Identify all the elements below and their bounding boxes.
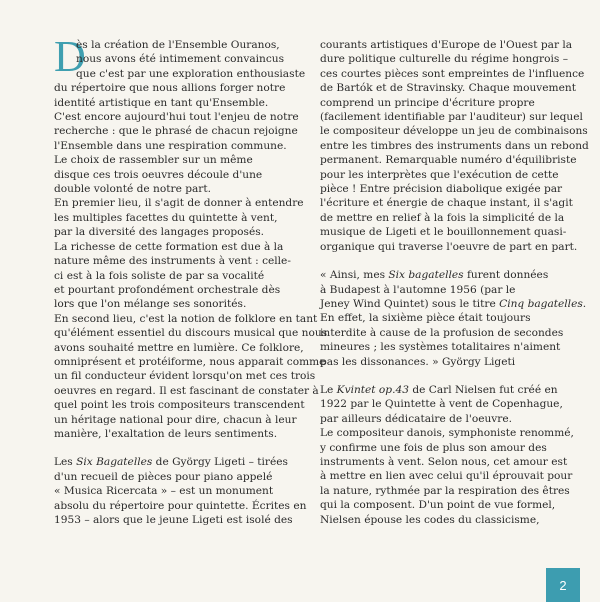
text-line: ès la création de l'Ensemble Ouranos, [76, 39, 280, 51]
work-title: Cinq bagatelles [499, 297, 583, 310]
left-column [54, 32, 328, 527]
text-line [320, 297, 587, 311]
text-line: « Musica Ricercata » – est un monument [54, 485, 274, 498]
text-line: pièce ! Entre précision diabolique exigée par [320, 183, 563, 196]
text-line: C'est encore aujourd'hui tout l'enjeu de notre [54, 111, 299, 124]
text-fragment: furent données [463, 269, 549, 282]
text-line [54, 455, 300, 469]
text-line: En second lieu, c'est la notion de folklore en tant [54, 312, 318, 325]
text-line: qu'élément essentiel du discours musical que nous [54, 327, 328, 340]
drop-cap-letter: D [54, 32, 86, 81]
text-fragment: Jeney Wind Quintet) sous le titre [320, 297, 500, 310]
text-line: En premier lieu, il s'agit de donner à entendre [54, 197, 304, 210]
ligeti-paragraph [54, 455, 307, 527]
text-fragment: de Carl Nielsen fut créé en [408, 383, 558, 396]
text-line: ces courtes pièces sont empreintes de l'influence [320, 67, 585, 80]
nielsen-paragraph [320, 383, 574, 527]
text-line: l'Ensemble dans une respiration commune. [54, 139, 287, 152]
text-line: le compositeur développe un jeu de combinaisons [320, 125, 588, 138]
text-line: musique de Ligeti et le bouillonnement quasi- [320, 226, 567, 239]
text-line: à mettre en lien avec celui qu'il éprouvait pour [320, 470, 573, 483]
page-number-badge: 2 [546, 568, 580, 602]
text-line [320, 268, 570, 282]
work-title: Six bagatelles [388, 269, 464, 282]
text-fragment: Le [320, 383, 337, 396]
text-line: Le compositeur danois, symphoniste renommé, [320, 427, 574, 440]
text-line: y confirme une fois de plus son amour des [320, 441, 547, 454]
text-line: que c'est par une exploration enthousiaste [76, 67, 306, 80]
text-fragment: « Ainsi, mes [320, 269, 389, 282]
text-line: de mettre en relief à la fois la simplicité de la [320, 211, 565, 224]
text-line: interdite à cause de la profusion de secondes [320, 326, 564, 339]
ligeti-quote [320, 268, 587, 369]
text-line: ci est à la fois soliste de par sa vocalité [54, 269, 265, 282]
text-line: manière, l'exaltation de leurs sentiments. [54, 427, 278, 440]
text-line: absolu du répertoire pour quintette. Écrites en [54, 499, 307, 512]
text-line: pas les dissonances. » György Ligeti [320, 355, 516, 368]
text-line: quel point les trois compositeurs transcendent [54, 399, 305, 412]
text-line: Le choix de rassembler sur un même [54, 154, 253, 167]
ligeti-continued-paragraph [320, 38, 589, 254]
text-line: 1953 – alors que le jeune Ligeti est isolé des [54, 514, 293, 526]
text-line: à Budapest à l'automne 1956 (par le [320, 283, 516, 296]
text-fragment: Les [54, 456, 77, 469]
text-fragment: . [582, 297, 587, 310]
text-line: permanent. Remarquable numéro d'équilibriste [320, 154, 577, 167]
text-line: organique qui traverse l'oeuvre de part en part. [320, 240, 578, 253]
text-line: double volonté de notre part. [54, 183, 211, 196]
text-line: mineures ; les systèmes totalitaires n'aiment [320, 341, 561, 354]
text-line: qui la composent. D'un point de vue formel, [320, 499, 556, 512]
text-line: instruments à vent. Selon nous, cet amour est [320, 455, 568, 468]
right-column [320, 38, 589, 527]
text-line: recherche : que le phrasé de chacun rejoigne [54, 125, 298, 138]
intro-paragraph [54, 32, 328, 441]
text-line: de Bartók et de Stravinsky. Chaque mouvement [320, 82, 576, 95]
text-line: les multiples facettes du quintette à vent, [54, 211, 278, 224]
text-line: (facilement identifiable par l'auditeur) sur lequel [320, 111, 583, 124]
text-line: par ailleurs dédicataire de l'oeuvre. [320, 412, 512, 425]
text-line: un fil conducteur évident lorsqu'on met ces trois [54, 370, 316, 383]
text-line: oeuvres en regard. Il est fascinant de constater à [54, 384, 319, 397]
work-title: Six Bagatelles [76, 456, 153, 469]
text-line: d'un recueil de pièces pour piano appelé [54, 470, 273, 483]
text-line: avons souhaité mettre en lumière. Ce folklore, [54, 341, 304, 354]
text-line: courants artistiques d'Europe de l'Ouest par la [320, 39, 573, 51]
text-line: comprend un principe d'écriture propre [320, 96, 535, 109]
text-line: la nature, rythmée par la respiration des êtres [320, 484, 570, 497]
text-line: nature même des instruments à vent : celle- [54, 255, 291, 268]
text-line: identité artistique en tant qu'Ensemble. [54, 96, 269, 109]
text-line: par la diversité des langages proposés. [54, 226, 265, 239]
text-line: disque ces trois oeuvres découle d'une [54, 168, 263, 181]
text-line: dure politique culturelle du régime hongrois – [320, 53, 568, 66]
text-line: Nielsen épouse les codes du classicisme, [320, 513, 540, 526]
text-line: En effet, la sixième pièce était toujours [320, 312, 531, 325]
text-line: un héritage national pour dire, chacun à leur [54, 413, 297, 426]
text-line: pour les interprètes que l'exécution de cette [320, 168, 559, 181]
text-fragment: de György Ligeti – tirées [152, 456, 288, 469]
text-line: l'écriture et énergie de chaque instant, il s'agit [320, 197, 573, 210]
text-line: La richesse de cette formation est due à la [54, 240, 284, 253]
text-line: 1922 par le Quintette à vent de Copenhague, [320, 398, 563, 411]
text-line: lors que l'on mélange ses sonorités. [54, 298, 247, 311]
text-line [320, 383, 570, 397]
text-line: nous avons été intimement convaincus [76, 53, 285, 66]
work-title: Kvintet op.43 [336, 383, 409, 396]
text-line: entre les timbres des instruments dans un rebond [320, 139, 589, 152]
text-line: omniprésent et protéiforme, nous apparait comme [54, 355, 326, 368]
text-line: et pourtant profondément orchestrale dès [54, 283, 281, 296]
text-line: du répertoire que nous allions forger notre [54, 82, 286, 95]
